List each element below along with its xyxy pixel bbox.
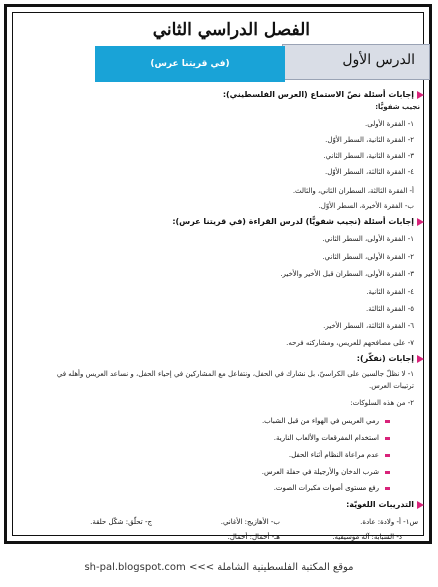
list-item: ١- الفقرة الأولى، السطر الثاني. [322,235,414,243]
list-item: ٤- الفقرة الثالثة، السطر الأوّل. [324,168,414,176]
list-item: ٢- الفقرة الأولى، السطر الثاني. [322,253,414,261]
vocab-item: هـ- أحمال: أحمال. [227,533,280,541]
list-item: ٢- الفقرة الثانية، السطر الأوّل. [325,136,414,144]
pink-arrow-icon [417,91,424,99]
bullet-item: شرب الدخان والأرجيلة في حفلة العرس. [262,468,390,476]
vocab-item: ج- تحلّق: شكّل حلقة. [90,518,152,526]
pink-arrow-icon [417,501,424,509]
list-item: ٧- على مصافحهم للعريس، ومشاركته فرحه. [286,339,414,347]
list-item: ب- الفقرة الأخيرة، السطر الأوّل. [318,202,414,210]
list-item: ٣- الفقرة الأولى، السطران قبل الأخير والأخير. [280,270,414,278]
pink-bullet-icon [385,471,390,474]
list-item: ١- الفقرة الأولى. [365,120,414,128]
list-item: ١- لا نظلّ جالسين على الكراسيّ، بل نشارك في الحفل، ونتفاعل مع المشاركين في إحياء الحفل، و نساعد العريس وأهله في ترتيبات العرس. [56,370,414,390]
bullet-item: رمي العريس في الهواء من قبل الشباب. [262,417,390,425]
list-item: ٦- الفقرة الثالثة، السطر الأخير. [323,322,414,330]
list-item: ٣- الفقرة الثانية، السطر الثاني. [323,152,414,160]
list-item: أ- الفقرة الثالثة، السطران الثاني، والثالث. [292,187,414,195]
pink-bullet-icon [385,487,390,490]
page-title: الفصل الدراسي الثاني [152,20,310,40]
lesson-banner: (في قريتنا عرس) [95,46,285,82]
bullet-item: عدم مراعاة النظام أثناء الحفل. [289,451,390,459]
section-heading-exercises: التدريبات اللغويّة: [346,500,424,509]
vocab-item: د- الشبابة: آلة موسيقية. [332,533,402,541]
bullet-item: رفع مستوى أصوات مكبرات الصوت. [274,484,390,492]
list-item: ٤- الفقرة الثانية. [366,288,414,296]
pink-arrow-icon [417,218,424,226]
section-heading-think: إجابات (نفكّر): [357,354,424,363]
list-item: ٢- من هذه السلوكات: [350,399,414,407]
pink-bullet-icon [385,454,390,457]
section-heading-reading: إجابات أسئلة (نجيب شفويًّا) لدرس القراءة (في قريتنا عرس): [172,217,424,226]
pink-bullet-icon [385,437,390,440]
vocab-item: س١- أ- ولادة: عادة. [360,518,418,526]
pink-arrow-icon [417,355,424,363]
pink-bullet-icon [385,420,390,423]
lesson-tab: الدرس الأول [282,44,430,80]
section-heading-listening: إجابات أسئلة نصّ الاستماع (العرس الفلسطيني): [223,90,424,99]
vocab-item: ب- الأهازيج: الأغاني. [220,518,280,526]
bullet-item: استخدام المفرقعات والألعاب النارية. [274,434,390,442]
list-item: ٥- الفقرة الثالثة. [366,305,414,313]
document-page [8,6,430,542]
footer-source: sh-pal.blogspot.com <<< موقع المكتبة الفلسطينية الشاملة [84,562,354,573]
section-subheading: نجيب شفويًّا: [375,103,420,111]
